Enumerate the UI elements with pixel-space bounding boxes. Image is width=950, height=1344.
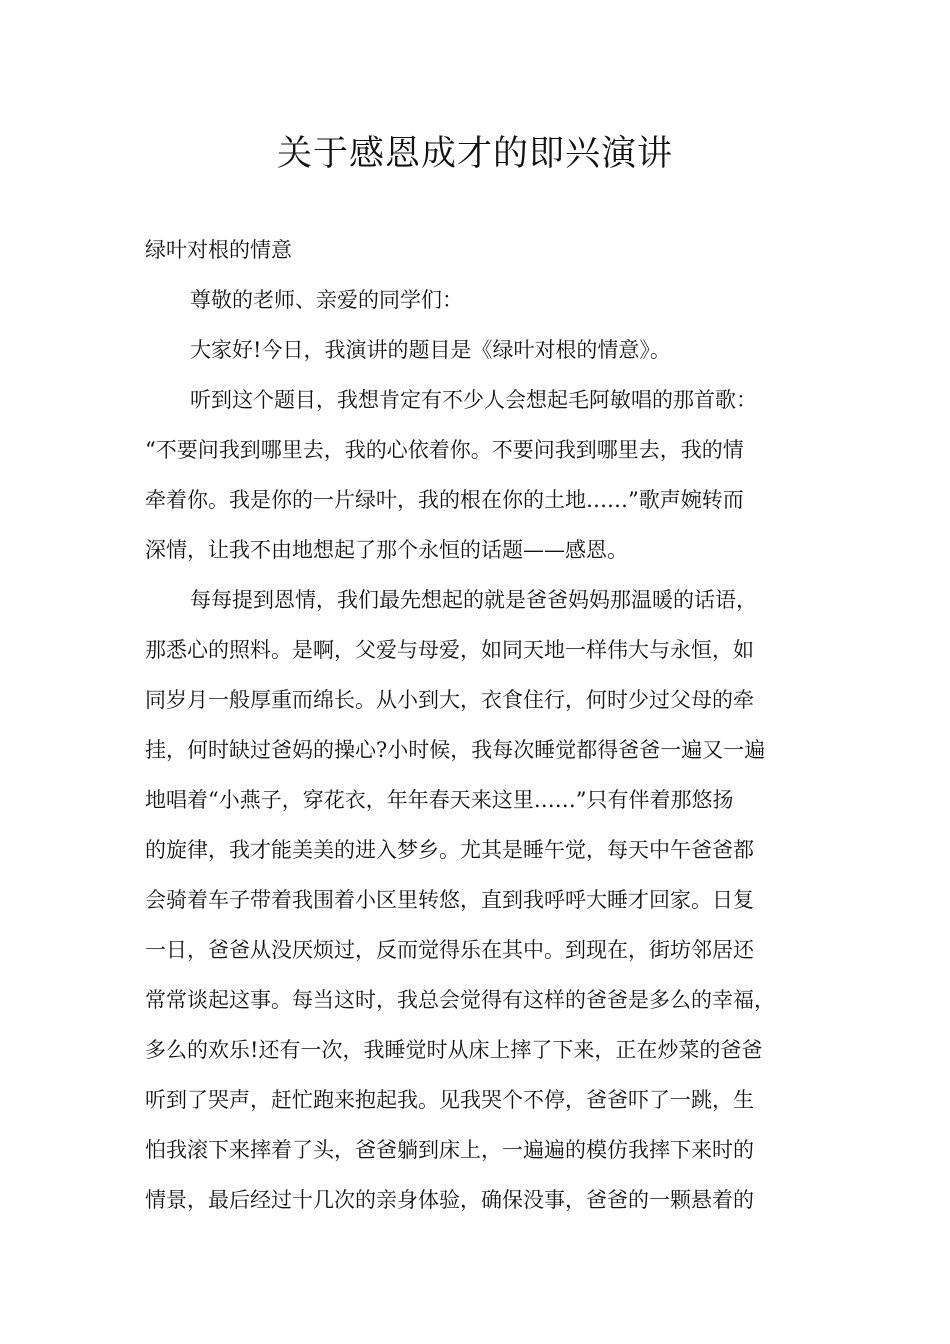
body-text-line: 同岁月一般厚重而绵长。从小到大，衣食住行，何时少过父母的牵: [145, 688, 754, 712]
body-text-line: 怕我滚下来摔着了头，爸爸躺到床上，一遍遍的模仿我摔下来时的: [145, 1138, 754, 1162]
body-text-line: 一日，爸爸从没厌烦过，反而觉得乐在其中。到现在，街坊邻居还: [145, 938, 754, 962]
body-text-line: “不要问我到哪里去，我的心依着你。不要问我到哪里去，我的情: [145, 438, 744, 462]
body-text-line: 那悉心的照料。是啊，父爱与母爱，如同天地一样伟大与永恒，如: [145, 638, 754, 662]
body-text-line: 情景，最后经过十几次的亲身体验，确保没事，爸爸的一颗悬着的: [145, 1188, 754, 1212]
body-text-line: 地唱着“小燕子，穿花衣，年年春天来这里……”只有伴着那悠扬: [145, 788, 734, 812]
body-text-line: 常常谈起这事。每当这时，我总会觉得有这样的爸爸是多么的幸福，: [145, 988, 775, 1012]
body-text-line: 会骑着车子带着我围着小区里转悠，直到我呼呼大睡才回家。日复: [145, 888, 754, 912]
intro-line: 大家好!今日，我演讲的题目是《绿叶对根的情意》。: [190, 338, 671, 362]
body-text-line: 听到了哭声，赶忙跑来抱起我。见我哭个不停，爸爸吓了一跳，生: [145, 1088, 754, 1112]
body-text-line: 挂，何时缺过爸妈的操心?小时候，我每次睡觉都得爸爸一遍又一遍: [145, 738, 766, 762]
greeting-line: 尊敬的老师、亲爱的同学们：: [190, 288, 463, 312]
speech-subtitle: 绿叶对根的情意: [145, 238, 292, 262]
body-text-line: 牵着你。我是你的一片绿叶，我的根在你的土地……”歌声婉转而: [145, 488, 744, 512]
document-title: 关于感恩成才的即兴演讲: [276, 134, 673, 174]
body-text-line: 多么的欢乐!还有一次，我睡觉时从床上摔了下来，正在炒菜的爸爸: [145, 1038, 763, 1062]
body-text-line: 深情，让我不由地想起了那个永恒的话题——感恩。: [145, 538, 628, 562]
body-text-line: 每每提到恩情，我们最先想起的就是爸爸妈妈那温暖的话语，: [190, 588, 757, 612]
body-text-line: 的旋律，我才能美美的进入梦乡。尤其是睡午觉，每天中午爸爸都: [145, 838, 754, 862]
body-text-line: 听到这个题目，我想肯定有不少人会想起毛阿敏唱的那首歌：: [190, 388, 757, 412]
